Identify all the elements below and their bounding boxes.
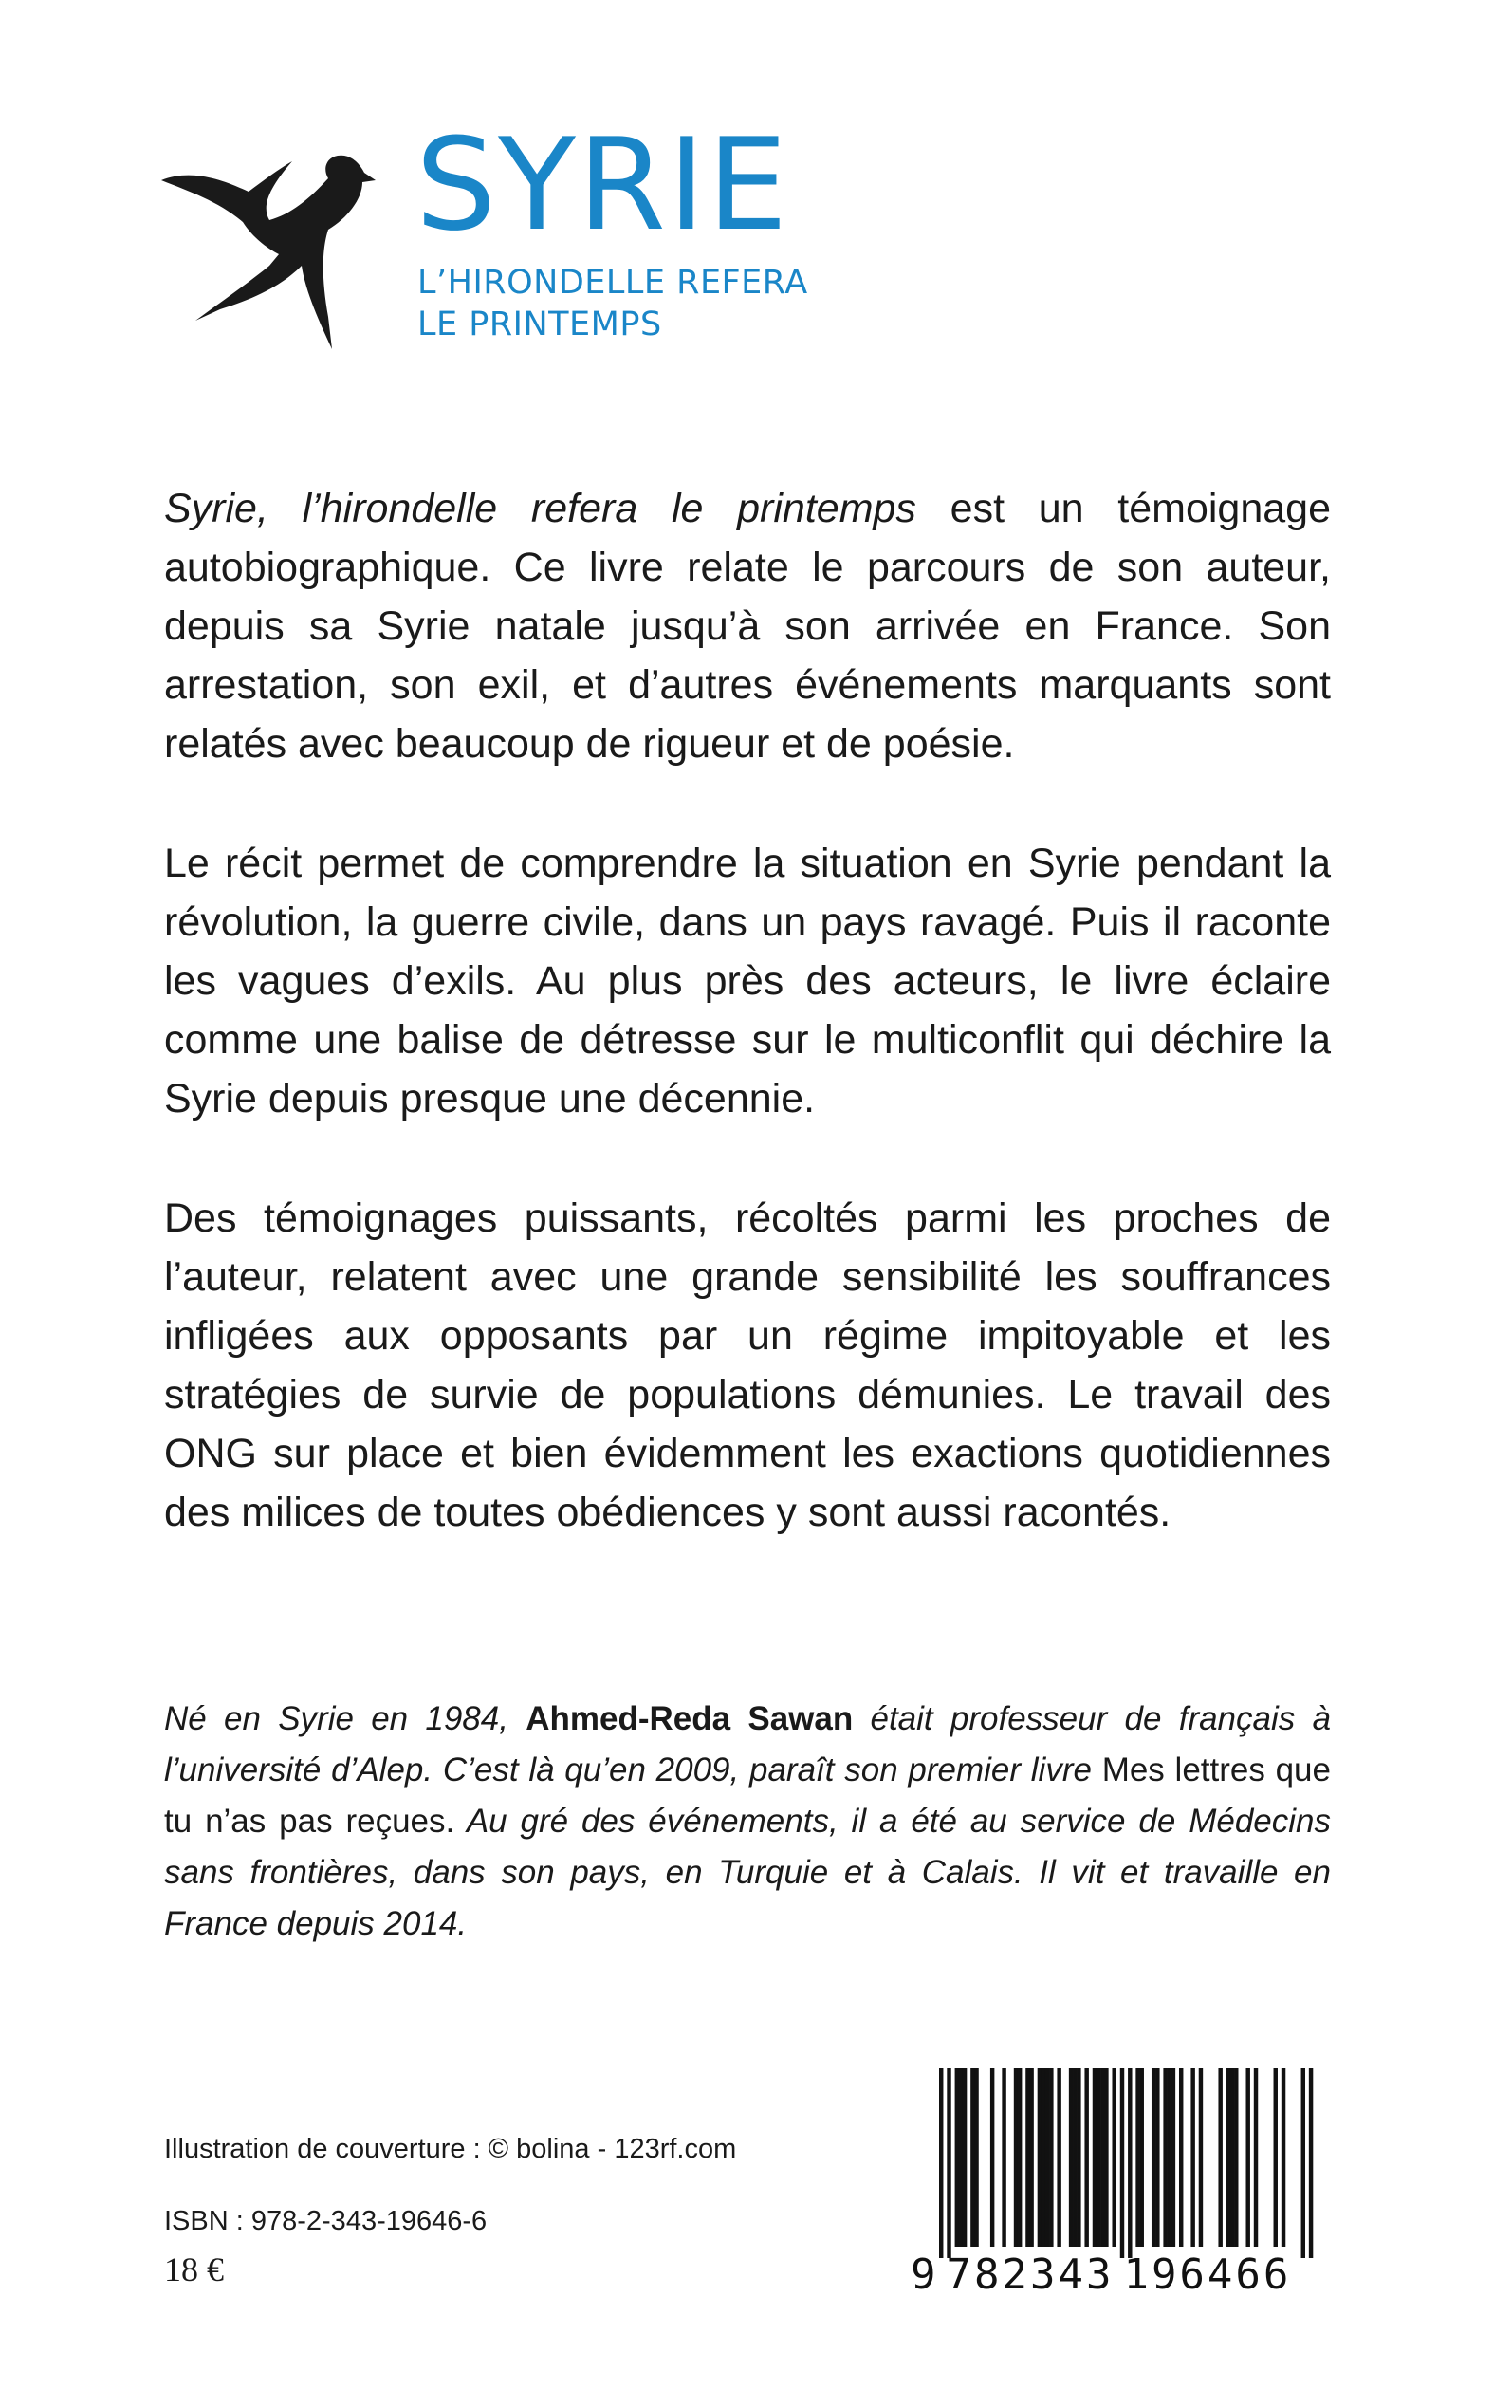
barcode-bar (1301, 2068, 1305, 2258)
barcode-lead-digit: 9 (911, 2251, 939, 2299)
book-subtitle (417, 262, 1004, 345)
barcode-bar (1045, 2068, 1049, 2247)
barcode-bar (1168, 2068, 1171, 2247)
header (161, 111, 1015, 380)
barcode-bar (1002, 2068, 1005, 2247)
barcode-bar (959, 2068, 963, 2247)
barcode-bar (1038, 2068, 1042, 2247)
barcode-bar (1084, 2068, 1088, 2247)
barcode-bar (1163, 2068, 1167, 2247)
blurb-paragraph-1 (164, 479, 1331, 773)
blurb (164, 479, 1331, 1602)
barcode-bar (1234, 2068, 1238, 2247)
barcode-bar (1077, 2068, 1080, 2247)
barcode-bar (1155, 2068, 1159, 2247)
barcode-bar (1097, 2068, 1100, 2247)
barcode-bar (1309, 2068, 1313, 2258)
barcode-group-2: 196466 (1123, 2251, 1292, 2299)
barcode-bar (1025, 2068, 1029, 2247)
author-name: Ahmed-Reda Sawan (526, 1700, 854, 1737)
illustration-credit: Illustration de couverture : © bolina - 123rf.com (164, 2134, 737, 2164)
isbn: ISBN : 978-2-343-19646-6 (164, 2206, 488, 2236)
author-bio-rest: Au gré des événements, il a été au service de Médecins sans frontières, dans son pays, en Turquie et à Calais. Il vit et travaille en France depuis 2014. (164, 1803, 1331, 1942)
barcode-bar (1135, 2068, 1139, 2247)
barcode-bar (1112, 2068, 1116, 2247)
barcode (911, 2068, 1318, 2306)
barcode-bar (1069, 2068, 1073, 2247)
barcode-bar (1100, 2068, 1104, 2247)
barcode-bar (1073, 2068, 1077, 2247)
barcode-digits (911, 2251, 1318, 2300)
barcode-bar (1218, 2068, 1222, 2247)
book-title: SYRIE (415, 111, 790, 259)
barcode-group-1: 782343 (946, 2251, 1115, 2299)
book-title-italic: Syrie, l’hirondelle refera le printemps (164, 486, 916, 531)
author-bio-career: était professeur de français à l’université d’Alep. C’est là qu’en 2009, paraît son premier livre (164, 1700, 1331, 1788)
barcode-bars (911, 2068, 1318, 2258)
barcode-bar (1042, 2068, 1045, 2247)
barcode-bar (1093, 2068, 1097, 2247)
barcode-bar (939, 2068, 943, 2258)
blurb-paragraph-2: Le récit permet de comprendre la situation en Syrie pendant la révolution, la guerre civile, dans un pays ravagé. Puis il raconte les vagues d’exils. Au plus près des acteurs, le livre éclaire comme une balise de détresse sur le multiconflit qui déchire la Syrie depuis presque une décennie. (164, 841, 1331, 1121)
blurb-paragraph-1-text: est un témoignage autobiographique. Ce livre relate le parcours de son auteur, depuis sa Syrie natale jusqu’à son arrivée en France. Son arrestation, son exil, et d’autres événements marquants sont relatés avec beaucoup de rigueur et de poésie. (164, 486, 1331, 767)
subtitle-line-1: L’HIRONDELLE REFERA (417, 264, 808, 302)
barcode-bar (1274, 2068, 1278, 2247)
barcode-bar (974, 2068, 978, 2247)
barcode-bar (1190, 2068, 1194, 2247)
barcode-bar (1014, 2068, 1018, 2247)
barcode-bar (1282, 2068, 1285, 2247)
barcode-bar (1226, 2068, 1230, 2247)
barcode-bar (955, 2068, 959, 2247)
barcode-bar (1057, 2068, 1060, 2247)
barcode-bar (1104, 2068, 1108, 2247)
barcode-bar (963, 2068, 967, 2247)
swallow-silhouette (161, 156, 376, 349)
price: 18 € (164, 2251, 224, 2288)
barcode-bar (1230, 2068, 1234, 2247)
swallow-icon (161, 123, 379, 361)
barcode-bar (1140, 2068, 1144, 2247)
barcode-bar (1152, 2068, 1155, 2247)
barcode-bar (1254, 2068, 1258, 2247)
subtitle-line-2: LE PRINTEMPS (417, 306, 662, 343)
barcode-bar (1049, 2068, 1053, 2247)
barcode-bar (970, 2068, 974, 2247)
barcode-bar (1128, 2068, 1132, 2258)
barcode-bar (1018, 2068, 1022, 2247)
barcode-bar (990, 2068, 994, 2247)
author-bio-intro: Né en Syrie en 1984, (164, 1700, 526, 1737)
barcode-bar (1029, 2068, 1033, 2247)
first-book-title: Mes lettres que tu n’as pas reçues. (164, 1751, 1331, 1840)
barcode-bar (1199, 2068, 1203, 2247)
blurb-paragraph-3: Des témoignages puissants, récoltés parmi les proches de l’auteur, relatent avec une grande sensibilité les souffrances infligées aux opposants par un régime impitoyable et les stratégies de survie de populations démunies. Le travail des ONG sur place et bien évidemment les exactions quotidiennes des milices de toutes obédiences y sont aussi racontés. (164, 1195, 1331, 1535)
barcode-bar (1171, 2068, 1175, 2247)
author-bio (164, 1694, 1331, 1950)
barcode-bar (947, 2068, 950, 2258)
title-block (415, 111, 1004, 345)
barcode-bar (1120, 2068, 1124, 2258)
barcode-bar (1179, 2068, 1183, 2247)
barcode-bar (1245, 2068, 1249, 2247)
